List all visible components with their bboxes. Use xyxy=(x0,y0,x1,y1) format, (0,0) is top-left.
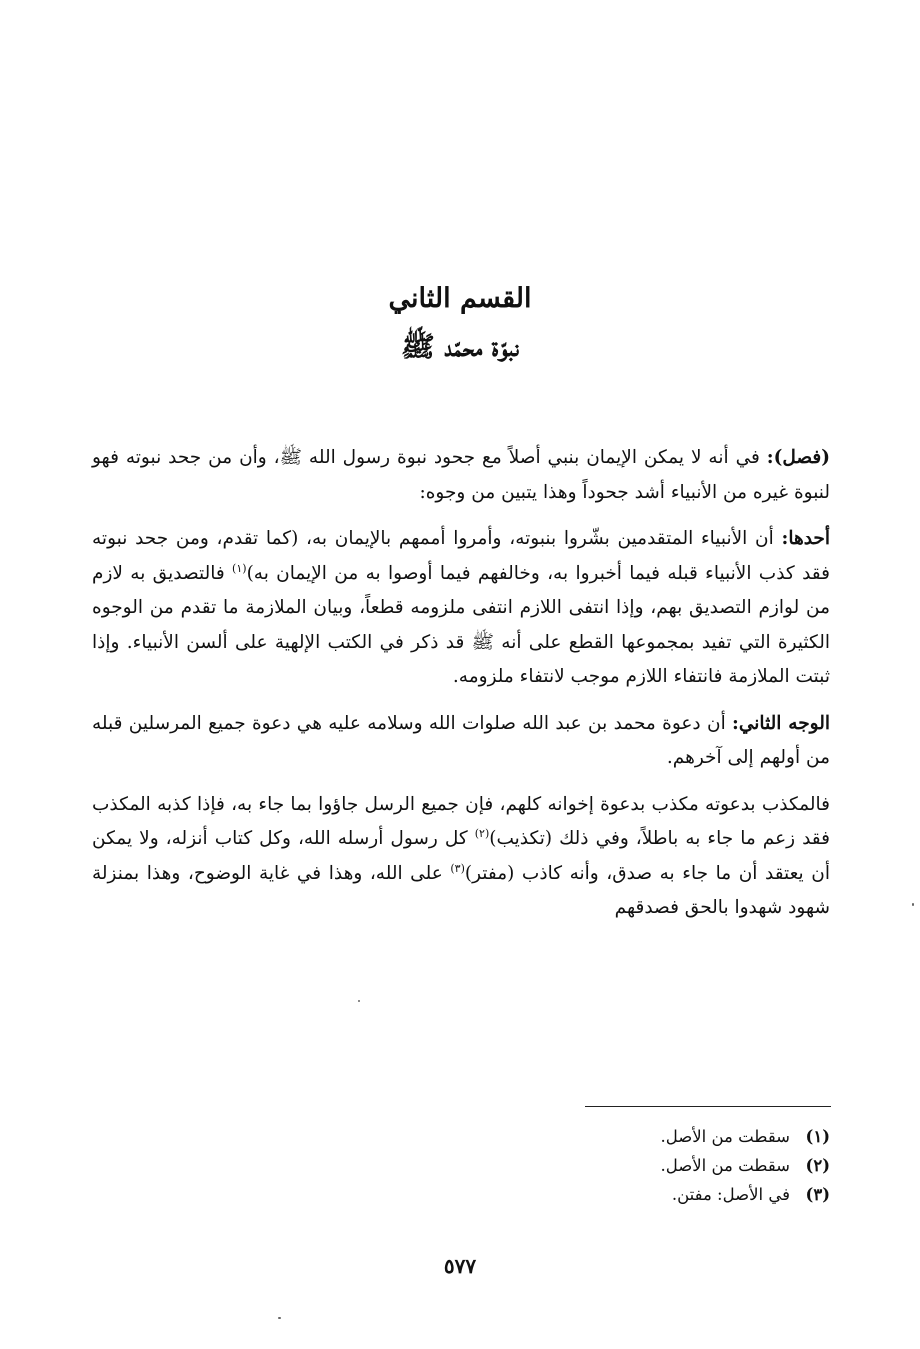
paragraph-4 xyxy=(92,788,830,926)
page-number: ٥٧٧ xyxy=(443,1254,477,1278)
footnote-text: سقطت من الأصل. xyxy=(660,1127,790,1146)
footnote-divider xyxy=(585,1106,831,1107)
footnote-number: (٢) xyxy=(805,1156,830,1175)
paragraph-lead: الوجه الثاني: xyxy=(732,712,830,734)
section-subtitle: نبوّة محمّد ﷺ xyxy=(400,330,520,363)
section-heading xyxy=(0,278,920,368)
paragraph-3 xyxy=(92,707,830,776)
footnote-item xyxy=(400,1180,830,1209)
footnotes xyxy=(400,1122,830,1209)
footnote-number: (١) xyxy=(805,1127,830,1146)
section-title: القسم الثاني xyxy=(388,283,532,314)
footnote-item xyxy=(400,1151,830,1180)
paragraph-lead: أحدها: xyxy=(781,528,830,549)
scan-speck xyxy=(912,903,914,906)
main-text xyxy=(92,441,830,938)
scan-speck xyxy=(358,1000,360,1002)
paragraph-text: في أنه لا يمكن الإيمان بنبي أصلاً مع جحود نبوة رسول الله ﷺ، وأن من جحد نبوته فهو لنبوة غيره من الأنبياء أشد جحوداً وهذا يتبين من وجوه: xyxy=(92,447,830,503)
footnote-ref-2: (٢) xyxy=(474,826,490,840)
paragraph-1 xyxy=(92,441,830,510)
paragraph-text: أن الأنبياء المتقدمين بشّروا بنبوته، وأمروا أممهم بالإيمان به، (كما تقدم، ومن جحد نبوته فقد كذب الأنبياء قبله فيما أخبروا به، وخالفهم فيما أوصوا به من الإيمان به) xyxy=(92,528,830,584)
paragraph-text: فالمكذب بدعوته مكذب بدعوة إخوانه كلهم، فإن جميع الرسل جاؤوا بما جاء به، فإذا كذبه المكذب فقد زعم ما جاء به باطلاً، وفي ذلك (تكذيب) xyxy=(92,793,831,849)
footnote-text: في الأصل: مفتن. xyxy=(671,1185,790,1204)
paragraph-2 xyxy=(92,522,830,695)
footnote-item xyxy=(400,1122,830,1151)
footnote-text: سقطت من الأصل. xyxy=(660,1156,790,1175)
scan-speck xyxy=(278,1317,281,1319)
paragraph-lead: (فصل): xyxy=(766,447,830,468)
footnote-ref-1: (١) xyxy=(232,561,247,575)
paragraph-text-end: على الله، وهذا في غاية الوضوح، وهذا بمنزلة شهود شهدوا بالحق فصدقهم xyxy=(92,862,830,918)
footnote-number: (٣) xyxy=(805,1185,830,1204)
paragraph-text-cont: كل رسول أرسله الله، وكل كتاب أنزله، ولا يمكن أن يعتقد أن ما جاء به صدق، وأنه كاذب (مفتر) xyxy=(92,828,831,884)
paragraph-text: أن دعوة محمد بن عبد الله صلوات الله وسلامه عليه هي دعوة جميع المرسلين قبله من أولهم إلى آخرهم. xyxy=(92,712,830,768)
footnote-ref-3: (٣) xyxy=(450,861,465,875)
paragraph-text-cont: فالتصديق به لازم من لوازم التصديق بهم، وإذا انتفى اللازم انتفى ملزومه قطعاً، وبيان الملازمة ما تقدم من الوجوه الكثيرة التي تفيد بمجموعها القطع على أنه ﷺ قد ذكر في الكتب الإلهية على ألسن الأنبياء. وإذا ثبتت الملازمة فانتفاء اللازم موجب لانتفاء ملزومه. xyxy=(92,562,830,687)
